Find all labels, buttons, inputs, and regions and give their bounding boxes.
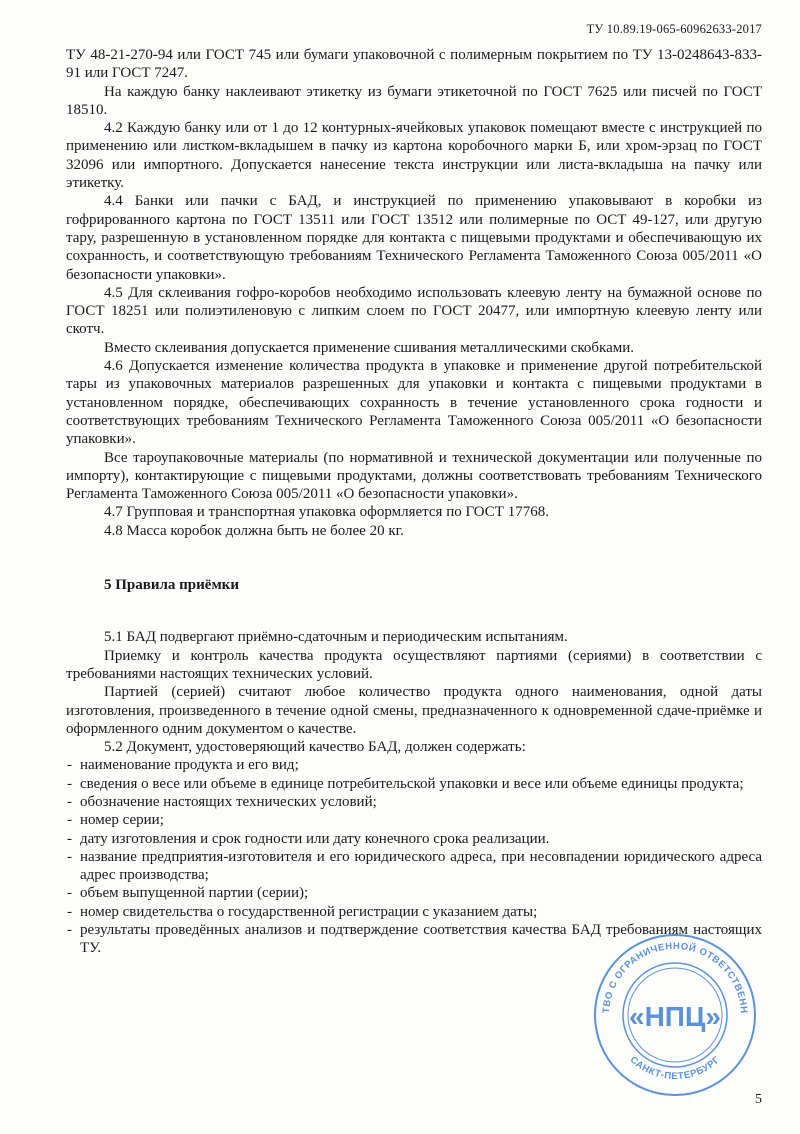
section-title: 5 Правила приёмки (104, 577, 239, 594)
packaging-section (66, 46, 762, 540)
paragraph: 4.5 Для склеивания гофро-коробов необходимо использовать клеевую ленту на бумажной основе по ГОСТ 18251 или полиэтиленовую с липким слоем по ГОСТ 20477, или импортную клеевую ленту или скотч. (66, 284, 762, 338)
list-item: - результаты проведённых анализов и подтверждение соответствия качества БАД требованиям настоящих ТУ. (66, 921, 762, 958)
requirements-list (66, 756, 762, 957)
paragraph: Все тароупаковочные материалы (по нормативной и технической документации или полученные по импорту), контактирующие с пищевыми продуктами, должны соответствовать требованиям Технического Регламента Таможенного Союза 005/2011 «О безопасности упаковки». (66, 449, 762, 503)
paragraph: На каждую банку наклеивают этикетку из бумаги этикеточной по ГОСТ 7625 или писчей по ГОСТ 18510. (66, 83, 762, 118)
paragraph: 4.2 Каждую банку или от 1 до 12 контурных-ячейковых упаковок помещают вместе с инструкцией по применению или листком-вкладышем в пачку из картона коробочного марки Б, или хром-эрзац по ГОСТ 32096 или импортного. Допускается нанесение текста инструкции или листа-вкладыша на пачку или этикетку. (66, 120, 762, 192)
page-number: 5 (755, 1092, 762, 1107)
company-stamp (590, 930, 760, 1100)
paragraph: ТУ 48-21-270-94 или ГОСТ 745 или бумаги упаковочной с полимерным покрытием по ТУ 13-0248643-833-91 или ГОСТ 7247. (66, 47, 762, 82)
svg-text:«НПЦ»: «НПЦ» (629, 1001, 721, 1032)
paragraph: 5.2 Документ, удостоверяющий качество БАД, должен содержать: (104, 739, 526, 756)
list-item: - дату изготовления и срок годности или дату конечного срока реализации. (66, 830, 762, 848)
list-item: - объем выпущенной партии (серии); (66, 884, 762, 902)
list-item: - сведения о весе или объеме в единице потребительской упаковки и весе или объеме единицы продукта; (66, 775, 762, 793)
list-item: - название предприятия-изготовителя и его юридического адреса, при несовпадении юридического адреса адрес производства; (66, 848, 762, 885)
svg-text:ОБЩЕСТВО С ОГРАНИЧЕННОЙ ОТВЕТС: ТВО С ОГРАНИЧЕННОЙ ОТВЕТСТВЕНН (600, 940, 750, 1015)
paragraph: 4.4 Банки или пачки с БАД, и инструкцией по применению упаковывают в коробки из гофрированного картона по ГОСТ 13511 или ГОСТ 13512 или полимерные по ОСТ 49-127, или другую тару, разрешенную в установленном порядке для контакта с пищевыми продуктами и обеспечивающую их сохранность, и соответствующую требованиям Технического Регламента Таможенного Союза 005/2011 «О безопасности упаковки». (66, 193, 762, 283)
document-body (66, 46, 762, 958)
paragraph: 4.7 Групповая и транспортная упаковка оформляется по ГОСТ 17768. (104, 504, 549, 521)
paragraph: 5.1 БАД подвергают приёмно-сдаточным и периодическим испытаниям. (104, 629, 568, 646)
acceptance-section (66, 628, 762, 756)
paragraph: Вместо склеивания допускается применение сшивания металлическими скобками. (104, 339, 635, 356)
list-item: - наименование продукта и его вид; (66, 756, 762, 774)
paragraph: 4.8 Масса коробок должна быть не более 20 кг. (104, 522, 404, 539)
list-item: - обозначение настоящих технических условий; (66, 793, 762, 811)
stamp-seal-icon (590, 930, 760, 1100)
list-item: - номер свидетельства о государственной регистрации с указанием даты; (66, 903, 762, 921)
document-code-header: ТУ 10.89.19-065-60962633-2017 (586, 22, 762, 36)
list-item: - номер серии; (66, 811, 762, 829)
paragraph: Приемку и контроль качества продукта осуществляют партиями (сериями) в соответствии с требованиями настоящих технических условий. (66, 647, 762, 682)
svg-text:САНКТ-ПЕТЕРБУРГ: САНКТ-ПЕТЕРБУРГ (627, 1054, 723, 1083)
paragraph: 4.6 Допускается изменение количества продукта в упаковке и применение другой потребительской тары из упаковочных материалов разрешенных для упаковки и контакта с пищевыми продуктами в установленном порядке, обеспечивающих сохранность в течение установленного срока годности и соответствующих требованиям Технического Регламента Таможенного Союза 005/2011 «О безопасности упаковки». (66, 358, 762, 448)
paragraph: Партией (серией) считают любое количество продукта одного наименования, одной даты изготовления, произведенного в течение одной смены, предназначенного к одновременной сдаче-приёмке и оформленного одним документом о качестве. (66, 684, 762, 737)
